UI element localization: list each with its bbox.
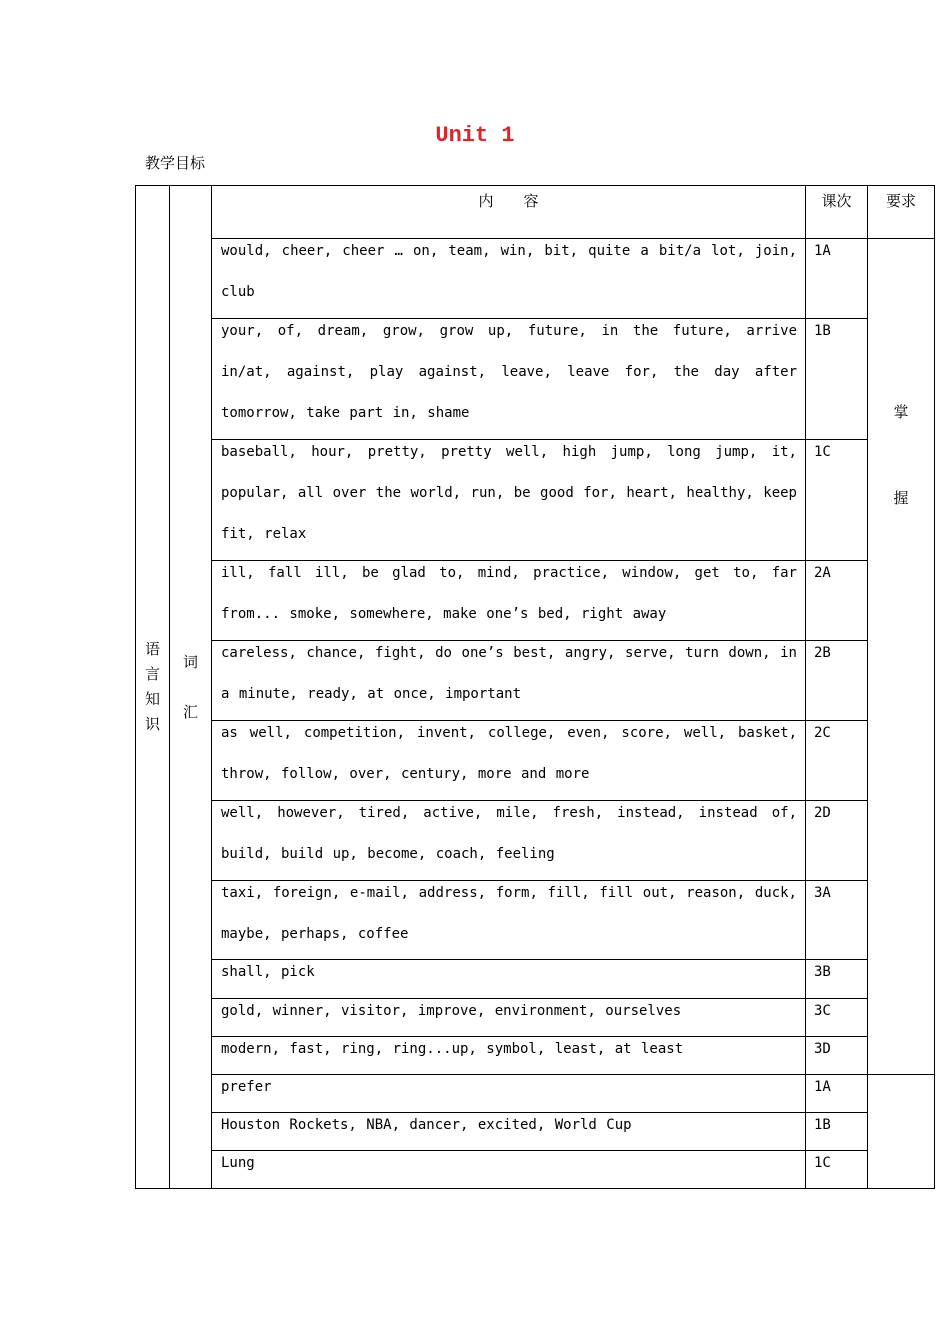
row-content: your, of, dream, grow, grow up, future, in the future, arrive in/at, against, play against, leave, leave for, the day after tomorrow, take part in, shame: [221, 323, 797, 421]
page-title: Unit 1: [435, 123, 515, 148]
row-content: well, however, tired, active, mile, fresh, instead, instead of, build, build up, become, coach, feeling: [221, 805, 797, 862]
table-row: [136, 239, 935, 319]
vocabulary-table: [135, 185, 935, 1189]
category-inner-cell: [170, 186, 212, 1189]
row-lesson: 3B: [806, 960, 868, 999]
requirement-char: 掌: [893, 403, 909, 421]
row-lesson: 2D: [806, 801, 868, 881]
row-lesson: 1A: [806, 239, 868, 319]
row-lesson: 1C: [806, 440, 868, 561]
row-lesson: 2B: [806, 641, 868, 721]
category-outer-char: 知: [144, 690, 160, 708]
table-row: [136, 721, 935, 801]
category-outer-char: 识: [144, 715, 160, 733]
row-lesson: 3A: [806, 881, 868, 960]
row-content: modern, fast, ring, ring...up, symbol, least, at least: [221, 1041, 684, 1057]
row-lesson: 1B: [806, 319, 868, 440]
table-row: [136, 1113, 935, 1151]
table-row: [136, 440, 935, 561]
table-row: [136, 1151, 935, 1189]
row-content: Lung: [221, 1155, 255, 1171]
requirement-empty-cell: [868, 1075, 935, 1189]
requirement-char: 握: [893, 489, 909, 507]
section-subtitle: 教学目标: [145, 154, 206, 172]
row-content: as well, competition, invent, college, even, score, well, basket, throw, follow, over, century, more and more: [221, 725, 797, 782]
row-lesson: 1A: [806, 1075, 868, 1113]
row-lesson: 3C: [806, 999, 868, 1037]
table-row: [136, 881, 935, 960]
table-row: [136, 801, 935, 881]
header-content: 内 容: [212, 186, 806, 239]
category-inner-char: 词: [182, 653, 198, 671]
header-requirement: 要求: [868, 186, 935, 239]
category-inner-char: 汇: [182, 703, 198, 721]
table-row: [136, 319, 935, 440]
table-row: [136, 641, 935, 721]
row-lesson: 1B: [806, 1113, 868, 1151]
row-content: gold, winner, visitor, improve, environment, ourselves: [221, 1003, 682, 1019]
requirement-mastery-cell: [868, 239, 935, 1075]
row-content: taxi, foreign, e-mail, address, form, fill, fill out, reason, duck, maybe, perhaps, coffee: [221, 885, 797, 942]
row-content: shall, pick: [221, 964, 315, 980]
row-content: prefer: [221, 1079, 272, 1095]
row-content: Houston Rockets, NBA, dancer, excited, World Cup: [221, 1117, 632, 1133]
row-lesson: 1C: [806, 1151, 868, 1189]
row-content: careless, chance, fight, do one’s best, angry, serve, turn down, in a minute, ready, at once, important: [221, 645, 797, 702]
header-lesson: 课次: [806, 186, 868, 239]
row-lesson: 3D: [806, 1037, 868, 1075]
row-lesson: 2C: [806, 721, 868, 801]
row-content: would, cheer, cheer … on, team, win, bit, quite a bit/a lot, join, club: [221, 243, 797, 300]
table-row: [136, 561, 935, 641]
category-outer-char: 言: [144, 665, 160, 683]
row-content: baseball, hour, pretty, pretty well, high jump, long jump, it, popular, all over the world, run, be good for, heart, healthy, keep fit, relax: [221, 444, 797, 542]
category-outer-char: 语: [144, 640, 160, 658]
row-lesson: 2A: [806, 561, 868, 641]
category-outer-cell: [136, 186, 170, 1189]
row-content: ill, fall ill, be glad to, mind, practice, window, get to, far from... smoke, somewhere, make one’s bed, right away: [221, 565, 797, 622]
